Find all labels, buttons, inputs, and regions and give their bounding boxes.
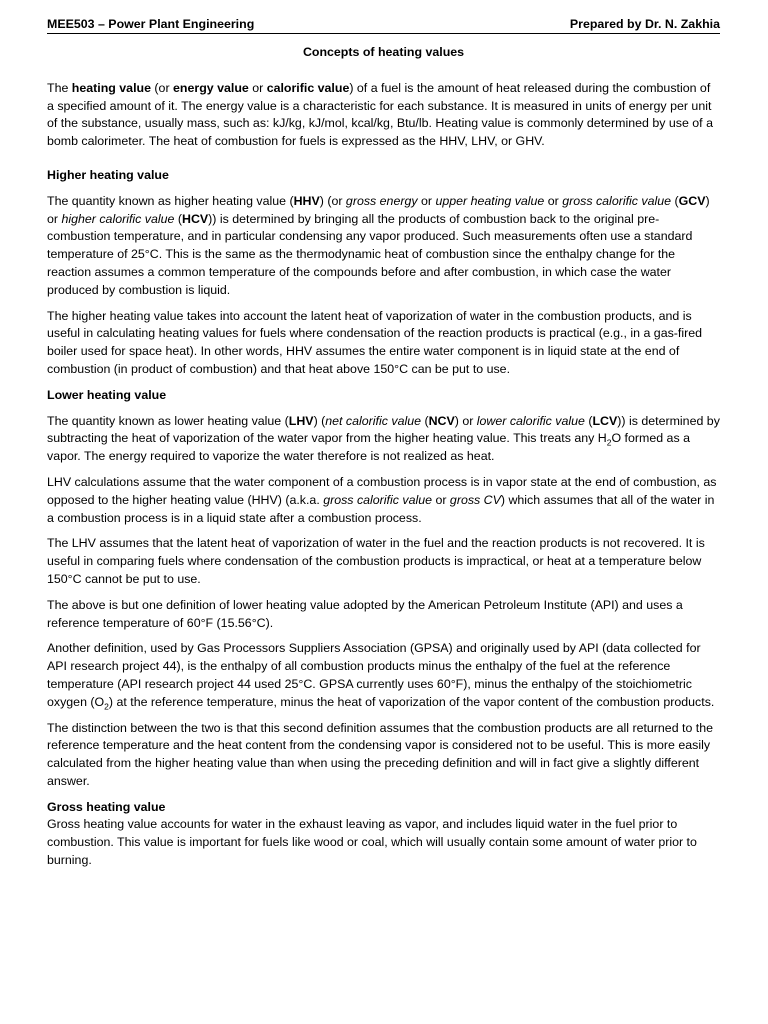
text: ) of a fuel is the amount of heat released during the combustion of a specified amount of it. The energy value is a characteristic for each substance. It is measured in units of energy per unit of the substance, usually mass, such as: kJ/kg, kJ/mol, kcal/kg, Btu/lb. Heating value is commonly determined by use of a bomb calorimeter. The heat of combustion for fuels is expressed as the HHV, LHV, or GHV. <box>47 80 713 149</box>
text: or <box>417 193 436 208</box>
text: O formed as a vapor. The energy required to vaporize the water therefore is not realized as heat. <box>47 431 690 464</box>
hhv-paragraph-2: The higher heating value takes into account the latent heat of vaporization of water in the combustion products, and is useful in calculating heating values for fuels where condensation of the reaction products is practical (e.g., in a gas-fired boiler used for space heat). In other words, HHV assumes the entire water component is in liquid state at the end of combustion (in product of combustion) and that heat above 150°C can be put to use. <box>47 308 703 376</box>
term-gross-calorific-value: gross calorific value <box>323 492 433 507</box>
term-gross-cv: gross CV <box>449 492 501 507</box>
heading-lower-heating-value: Lower heating value <box>47 387 167 402</box>
term-net-calorific-value: net calorific value <box>325 413 421 428</box>
term-lhv: LHV <box>288 413 314 428</box>
term-upper-heating-value: upper heating value <box>435 193 545 208</box>
lhv-paragraph-1 <box>47 413 720 466</box>
text: or <box>544 193 563 208</box>
text: ) ( <box>313 413 326 428</box>
term-lower-calorific-value: lower calorific value <box>476 413 585 428</box>
text: ) or <box>47 193 710 226</box>
text: The quantity known as lower heating value ( <box>47 413 289 428</box>
text: ) or <box>454 413 477 428</box>
text: ( <box>584 413 593 428</box>
text: ) at the reference temperature, minus the heat of vaporization of the vapor content of the combustion products. <box>108 694 715 709</box>
text: LHV calculations assume that the water component of a combustion process is in vapor state at the end of combustion, as opposed to the higher heating value (HHV) (a.k.a. <box>47 474 717 507</box>
text: ( <box>174 211 182 226</box>
page-header <box>47 16 720 34</box>
text: Another definition, used by Gas Processors Suppliers Association (GPSA) and originally used by API (data collected for API research project 44), is the enthalpy of all combustion products minus the enthalpy of the fuel at the reference temperature (API research project 44 used 25°C. GPSA currently uses 60°F), minus the enthalpy of the stoichiometric oxygen (O <box>47 641 701 709</box>
term-lcv: LCV <box>592 413 618 428</box>
lhv-paragraph-6: The distinction between the two is that this second definition assumes that the combustion products are all returned to the reference temperature and the heat content from the condensing vapor is considered not to be useful. This is more easily calculated from the higher heating value than when using the preceding definition and will in fact give a slightly different answer. <box>47 720 714 788</box>
text: ( <box>671 193 679 208</box>
term-calorific-value: calorific value <box>266 80 350 95</box>
document-title: Concepts of heating values <box>302 45 465 59</box>
term-hcv: HCV <box>182 211 209 226</box>
lhv-paragraph-2 <box>47 474 720 527</box>
lhv-paragraph-5 <box>47 640 720 711</box>
term-gross-energy: gross energy <box>345 193 418 208</box>
subscript: 2 <box>104 701 109 712</box>
heading-gross-heating-value: Gross heating value <box>47 799 166 814</box>
text: ( <box>421 413 429 428</box>
text: )) is determined by subtracting the heat of vaporization of the water vapor from the higher heating value. This treats any H <box>47 413 720 446</box>
author-credit: Prepared by Dr. N. Zakhia <box>569 17 720 31</box>
text: ) which assumes that all of the water in a combustion process is in a liquid state after a combustion process. <box>47 492 715 525</box>
term-higher-calorific-value: higher calorific value <box>61 211 175 226</box>
text: The quantity known as higher heating value ( <box>47 193 294 208</box>
text: (or <box>150 80 174 95</box>
text: )) is determined by bringing all the products of combustion back to the original pre-combustion temperature, and in particular condensing any vapor produced. Such measurements often use a standard temperature of 25°C. This is the same as the thermodynamic heat of combustion since the enthalpy change for the reaction assumes a common temperature of the compounds before and after combustion, in which case the water produced by combustion is liquid. <box>47 211 693 297</box>
hhv-paragraph-1 <box>47 193 720 300</box>
lhv-paragraph-4: The above is but one definition of lower heating value adopted by the American Petroleum Institute (API) and uses a reference temperature of 60°F (15.56°C). <box>47 597 683 630</box>
term-energy-value: energy value <box>173 80 249 95</box>
term-gcv: GCV <box>678 193 706 208</box>
lhv-paragraph-3: The LHV assumes that the latent heat of vaporization of water in the fuel and the reaction products is not recovered. It is useful in comparing fuels where condensation of the combustion products is impractical, or heat at a temperature below 150°C cannot be put to use. <box>47 536 705 586</box>
course-title: MEE503 – Power Plant Engineering <box>47 17 255 31</box>
term-hhv: HHV <box>293 193 320 208</box>
text: or <box>248 80 267 95</box>
text: ) (or <box>319 193 346 208</box>
subscript: 2 <box>606 437 612 448</box>
text: or <box>432 492 450 507</box>
intro-paragraph <box>47 80 720 151</box>
text: The <box>47 80 72 95</box>
term-heating-value: heating value <box>71 80 151 95</box>
ghv-paragraph-1: Gross heating value accounts for water in the exhaust leaving as vapor, and includes liquid water in the fuel prior to combustion. This value is important for fuels like wood or coal, which will usually contain some amount of water prior to burning. <box>47 817 697 868</box>
heading-higher-heating-value: Higher heating value <box>47 167 169 182</box>
term-ncv: NCV <box>428 413 455 428</box>
term-gross-calorific-value: gross calorific value <box>562 193 672 208</box>
